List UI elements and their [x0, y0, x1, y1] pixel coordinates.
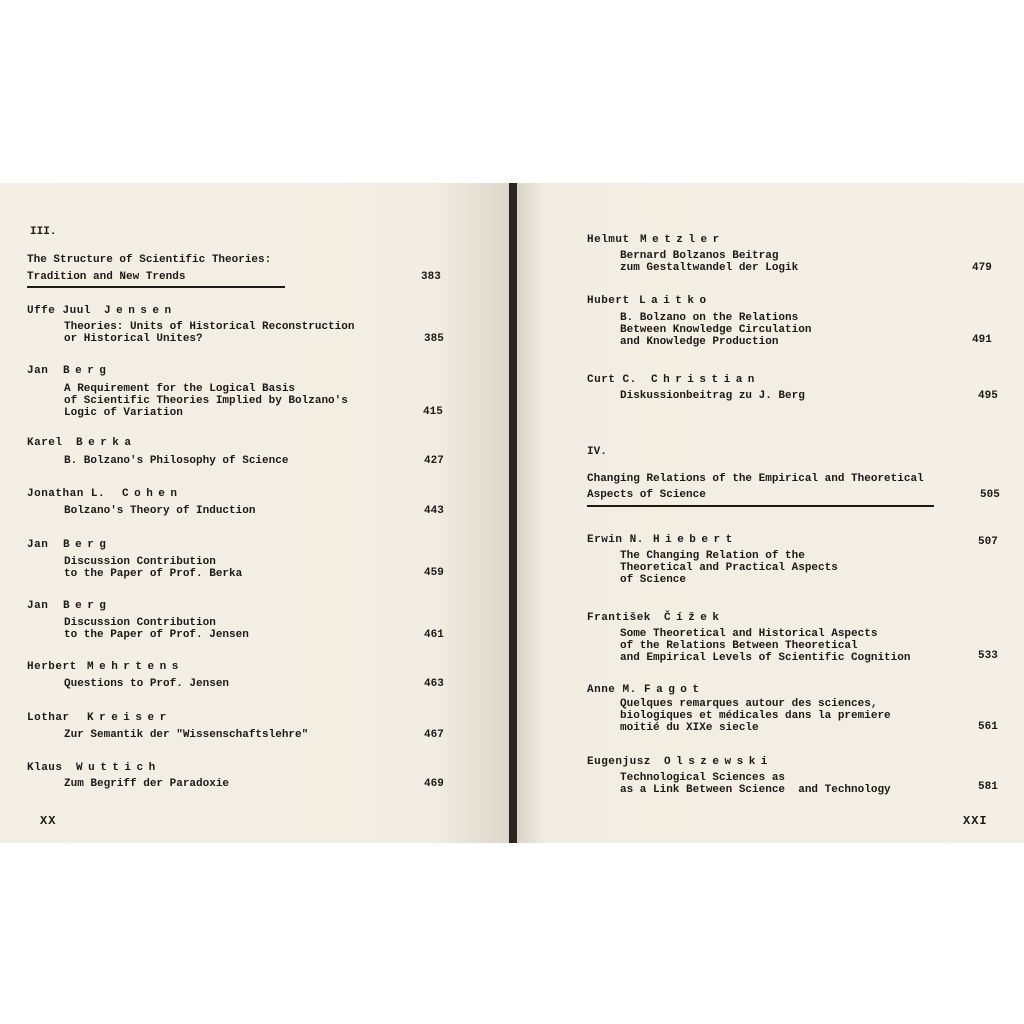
entry-page-number: 533	[978, 650, 998, 662]
section-underline	[587, 505, 934, 507]
entry-title-line: biologiques et médicales dans la premiere	[620, 710, 891, 722]
page-folio-right: XXI	[963, 814, 988, 828]
entry-page-number: 507	[978, 536, 998, 548]
entry-title-line: and Empirical Levels of Scientific Cognition	[620, 652, 911, 664]
author-surname: Berg	[63, 600, 112, 612]
entry-page-number: 459	[424, 567, 444, 579]
author-first-name: Klaus	[27, 762, 63, 774]
entry-title-line: zum Gestaltwandel der Logik	[620, 262, 799, 274]
entry-page-number: 479	[972, 262, 992, 274]
right-page	[515, 183, 1024, 843]
entry-page-number: 443	[424, 505, 444, 517]
author-first-name: Jan	[27, 365, 49, 377]
book-gutter	[509, 183, 517, 843]
entry-title-line: The Changing Relation of the	[620, 550, 805, 562]
author-first-name: Helmut	[587, 234, 630, 246]
author-first-name: Jonathan L.	[27, 488, 106, 500]
author-surname: Christian	[651, 374, 760, 386]
entry-title-line: to the Paper of Prof. Berka	[64, 568, 243, 580]
author-surname: Kreiser	[87, 712, 172, 724]
author-surname: Wuttich	[76, 762, 161, 774]
section-title-line2: Tradition and New Trends	[27, 271, 186, 283]
entry-title-line: of Scientific Theories Implied by Bolzano's	[64, 395, 348, 407]
section-title-line2: Aspects of Science	[587, 489, 706, 501]
entry-title-line: of the Relations Between Theoretical	[620, 640, 858, 652]
author-surname: Berka	[76, 437, 137, 449]
entry-title-line: Bernard Bolzanos Beitrag	[620, 250, 779, 262]
entry-page-number: 415	[423, 406, 443, 418]
entry-title-line: B. Bolzano on the Relations	[620, 312, 799, 324]
author-surname: Mehrtens	[87, 661, 184, 673]
author-first-name: Herbert	[27, 661, 77, 673]
page-folio-left: XX	[40, 814, 57, 828]
entry-title-line: Logic of Variation	[64, 407, 183, 419]
section-page-number: 505	[980, 489, 1000, 501]
author-first-name: Lothar	[27, 712, 70, 724]
author-first-name: Uffe Juul	[27, 305, 91, 317]
entry-page-number: 495	[978, 390, 998, 402]
entry-title-line: of Science	[620, 574, 687, 586]
section-underline	[27, 286, 285, 288]
author-surname: Jensen	[104, 305, 177, 317]
entry-title-line: and Knowledge Production	[620, 336, 779, 348]
author-surname: Čížek	[664, 612, 725, 624]
author-first-name: František	[587, 612, 651, 624]
author-first-name: Jan	[27, 600, 49, 612]
entry-title-line: to the Paper of Prof. Jensen	[64, 629, 249, 641]
section-label: IV.	[587, 446, 607, 458]
section-title-line1: Changing Relations of the Empirical and Theoretical	[587, 473, 924, 485]
entry-title-line: Technological Sciences as	[620, 772, 786, 784]
author-first-name: Karel	[27, 437, 63, 449]
author-first-name: Jan	[27, 539, 49, 551]
author-first-name: Eugenjusz	[587, 756, 651, 768]
author-surname: Laitko	[639, 295, 712, 307]
entry-title-line: A Requirement for the Logical Basis	[64, 383, 296, 395]
entry-title-line: Theoretical and Practical Aspects	[620, 562, 838, 574]
entry-title-line: Bolzano's Theory of Induction	[64, 505, 256, 517]
entry-page-number: 427	[424, 455, 444, 467]
author-first-name: Anne M.	[587, 684, 637, 696]
author-surname: Fagot	[644, 684, 705, 696]
entry-page-number: 461	[424, 629, 444, 641]
entry-title-line: Questions to Prof. Jensen	[64, 678, 230, 690]
entry-page-number: 467	[424, 729, 444, 741]
entry-title-line: Diskussionbeitrag zu J. Berg	[620, 390, 805, 402]
author-first-name: Erwin N.	[587, 534, 644, 546]
author-surname: Berg	[63, 365, 112, 377]
author-first-name: Curt C.	[587, 374, 637, 386]
author-surname: Hiebert	[653, 534, 738, 546]
entry-title-line: moitié du XIXe siecle	[620, 722, 759, 734]
entry-title-line: Some Theoretical and Historical Aspects	[620, 628, 878, 640]
entry-page-number: 581	[978, 781, 998, 793]
entry-title-line: as a Link Between Science and Technology	[620, 784, 891, 796]
section-page-number: 383	[421, 271, 441, 283]
entry-title-line: Zum Begriff der Paradoxie	[64, 778, 230, 790]
entry-page-number: 463	[424, 678, 444, 690]
entry-title-line: or Historical Unites?	[64, 333, 203, 345]
author-surname: Olszewski	[664, 756, 773, 768]
entry-title-line: Between Knowledge Circulation	[620, 324, 812, 336]
entry-page-number: 491	[972, 334, 992, 346]
section-title-line1: The Structure of Scientific Theories:	[27, 254, 272, 266]
entry-title-line: Quelques remarques autour des sciences,	[620, 698, 878, 710]
entry-title-line: Discussion Contribution	[64, 617, 216, 629]
entry-title-line: Discussion Contribution	[64, 556, 216, 568]
author-surname: Metzler	[640, 234, 725, 246]
author-first-name: Hubert	[587, 295, 630, 307]
entry-title-line: Theories: Units of Historical Reconstruction	[64, 321, 355, 333]
entry-title-line: B. Bolzano's Philosophy of Science	[64, 455, 289, 467]
entry-page-number: 385	[424, 333, 444, 345]
author-surname: Cohen	[122, 488, 183, 500]
author-surname: Berg	[63, 539, 112, 551]
entry-page-number: 561	[978, 721, 998, 733]
entry-title-line: Zur Semantik der "Wissenschaftslehre"	[64, 729, 309, 741]
entry-page-number: 469	[424, 778, 444, 790]
section-label: III.	[30, 226, 57, 238]
